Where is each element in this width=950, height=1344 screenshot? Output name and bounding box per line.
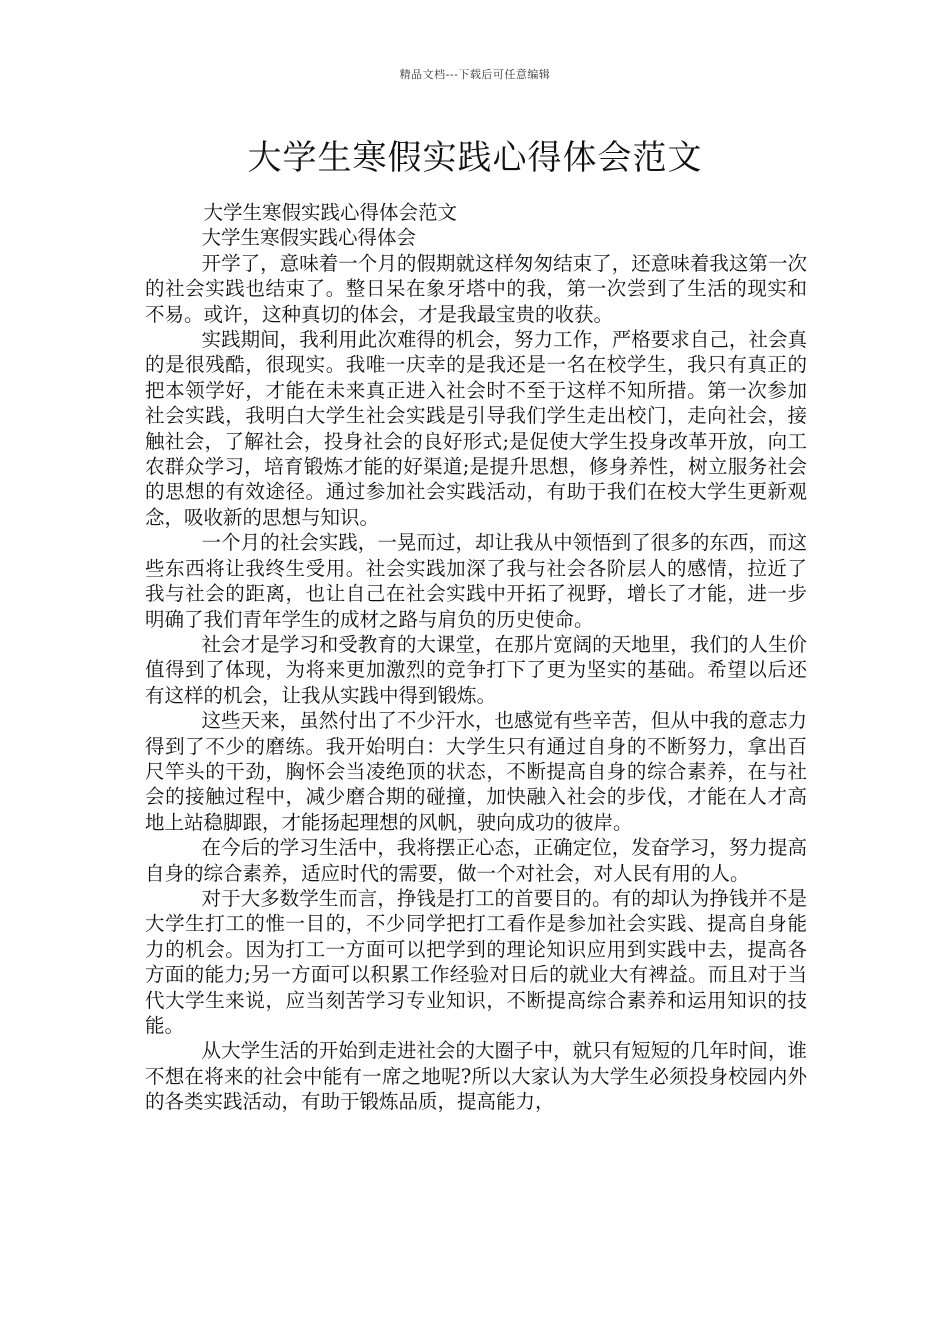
body-paragraph: 这些天来，虽然付出了不少汗水，也感觉有些辛苦，但从中我的意志力得到了不少的磨练。我开始明白：大学生只有通过自身的不断努力，拿出百尺竿头的干劲，胸怀会当凌绝顶的状态，不断提高自身的综合素养，在与社会的接触过程中，减少磨合期的碰撞，加快融入社会的步伐，才能在人才高地上站稳脚跟，才能扬起理想的风帆，驶向成功的彼岸。 [145, 709, 807, 834]
body-paragraph: 一个月的社会实践，一晃而过，却让我从中领悟到了很多的东西，而这些东西将让我终生受用。社会实践加深了我与社会各阶层人的感情，拉近了我与社会的距离，也让自己在社会实践中开拓了视野，增长了才能，进一步明确了我们青年学生的成材之路与肩负的历史使命。 [145, 531, 807, 631]
body-paragraph: 从大学生活的开始到走进社会的大圈子中，就只有短短的几年时间，谁不想在将来的社会中能有一席之地呢?所以大家认为大学生必须投身校园内外的各类实践活动，有助于锻炼品质，提高能力， [145, 1039, 807, 1114]
body-paragraph: 对于大多数学生而言，挣钱是打工的首要目的。有的却认为挣钱并不是大学生打工的惟一目的，不少同学把打工看作是参加社会实践、提高自身能力的机会。因为打工一方面可以把学到的理论知识应用到实践中去，提高各方面的能力;另一方面可以积累工作经验对日后的就业大有裨益。而且对于当代大学生来说，应当刻苦学习专业知识，不断提高综合素养和运用知识的技能。 [145, 886, 807, 1037]
body-paragraph: 开学了，意味着一个月的假期就这样匆匆结束了，还意味着我这第一次的社会实践也结束了。整日呆在象牙塔中的我，第一次尝到了生活的现实和不易。或许，这种真切的体会，才是我最宝贵的收获。 [145, 251, 807, 326]
subtitle-line-1: 大学生寒假实践心得体会范文 [203, 201, 458, 224]
document-title: 大学生寒假实践心得体会范文 [247, 138, 703, 178]
body-paragraph: 实践期间，我利用此次难得的机会，努力工作，严格要求自己，社会真的是很残酷，很现实。我唯一庆幸的是我还是一名在校学生，我只有真正的把本领学好，才能在未来真正进入社会时不至于这样不知所措。第一次参加社会实践，我明白大学生社会实践是引导我们学生走出校门，走向社会，接触社会，了解社会，投身社会的良好形式;是促使大学生投身改革开放，向工农群众学习，培育锻炼才能的好渠道;是提升思想，修身养性，树立服务社会的思想的有效途径。通过参加社会实践活动，有助于我们在校大学生更新观念，吸收新的思想与知识。 [145, 328, 807, 529]
body-paragraph: 社会才是学习和受教育的大课堂，在那片宽阔的天地里，我们的人生价值得到了体现，为将来更加激烈的竞争打下了更为坚实的基础。希望以后还有这样的机会，让我从实践中得到锻炼。 [145, 632, 807, 707]
document-body [145, 200, 807, 1115]
subtitle-line-2: 大学生寒假实践心得体会 [201, 226, 417, 250]
body-paragraph: 在今后的学习生活中，我将摆正心态，正确定位，发奋学习，努力提高自身的综合素养，适应时代的需要，做一个对社会，对人民有用的人。 [145, 836, 807, 885]
page-header: 精品文档---下载后可任意编辑 [399, 68, 551, 81]
